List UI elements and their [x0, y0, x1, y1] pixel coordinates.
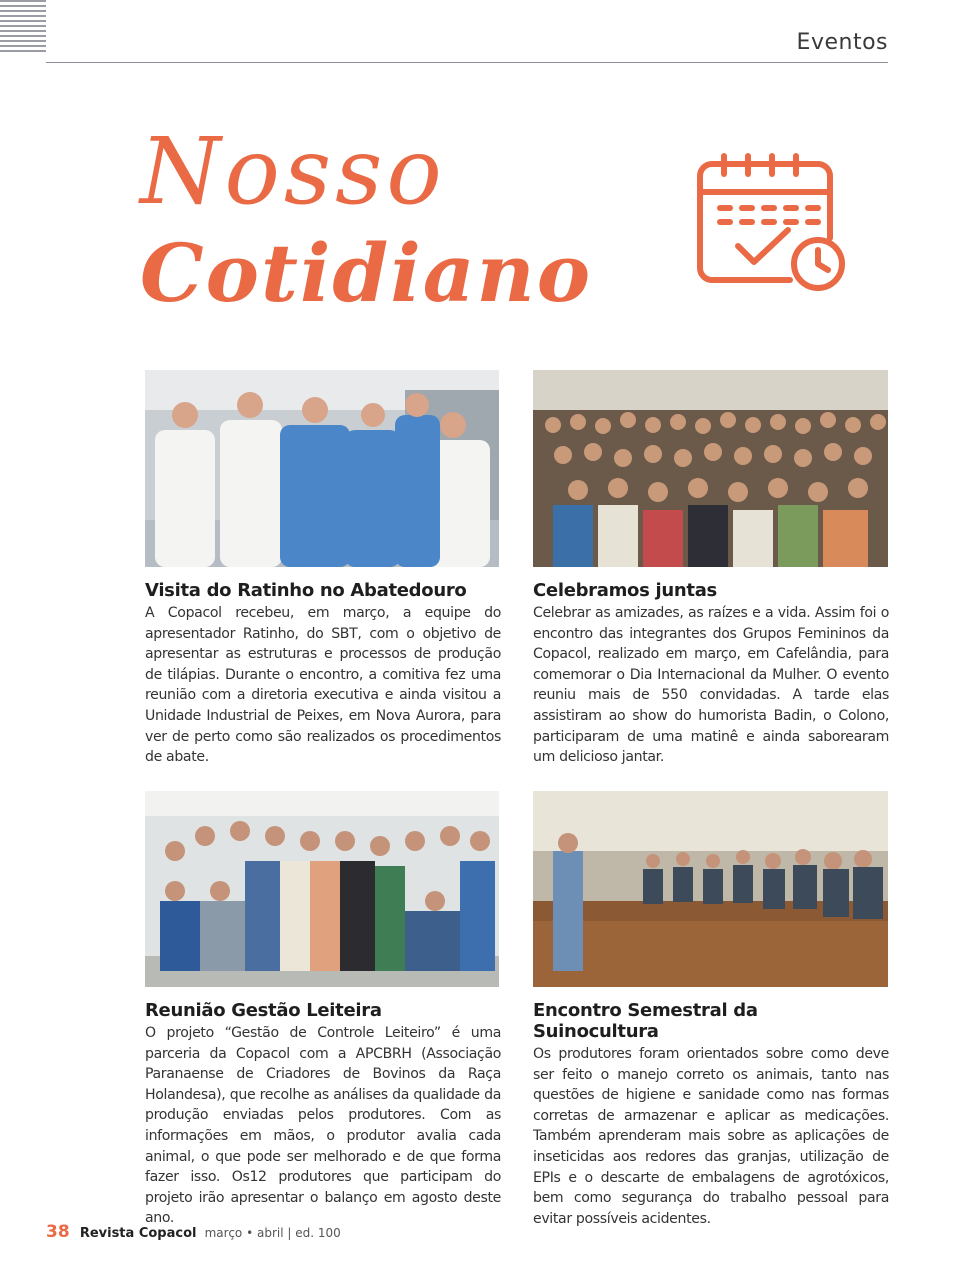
calendar-check-clock-icon — [690, 150, 850, 300]
article-body: Os produtores foram orientados sobre como deve ser feito o manejo correto os animais, tanto nas questões de higiene e sanidade como nas formas corretas de armazenar e aplicar as medicações. Também aprenderam mais sobre as aplicações de inseticidas aos redores das granjas, utilização de EPIs e o descarte de embalagens de agrotóxicos, bem como segurança do trabalho pessoal para evitar possíveis acidentes. — [533, 1046, 889, 1227]
photo-swine-meeting — [533, 791, 888, 987]
article-swine-meeting — [533, 1000, 889, 1229]
article-body: A Copacol recebeu, em março, a equipe do apresentador Ratinho, do SBT, com o objetivo de apresentar as estruturas e processos de produção de tilápias. Durante o encontro, a comitiva fez uma reunião com a diretoria executiva e ainda visitou a Unidade Industrial de Peixes, em Nova Aurora, para ver de perto como são realizados os procedimentos de abate. — [145, 605, 501, 766]
article-body: O projeto “Gestão de Controle Leiteiro” é uma parceria da Copacol com a APCBRH (Associação Paranaense de Criadores de Bovinos da Raça Holandesa), que recolhe as análises da qualidade da produção enviadas pelos produtores. Com as informações em mãos, o produtor avalia cada animal, o que pode ser melhorado e de que forma fazer isso. Os12 produtores que participam do projeto irão apresentar o balanço em agosto deste ano. — [145, 1025, 501, 1227]
article-title: Visita do Ratinho no Abatedouro — [145, 580, 467, 601]
magazine-name: Revista Copacol — [79, 1226, 197, 1241]
page-number: 38 — [46, 1222, 70, 1242]
article-factory-visit — [145, 580, 501, 768]
header-rule — [46, 62, 888, 63]
article-women-celebration — [533, 580, 889, 768]
page-title-line-1: Nosso — [140, 118, 446, 225]
article-body: Celebrar as amizades, as raízes e a vida. Assim foi o encontro das integrantes dos Grupos Femininos da Copacol, realizado em março, em Cafelândia, para comemorar o Dia Internacional da Mulher. O evento reuniu mais de 550 convidadas. A tarde elas assistiram ao show do humorista Badin, o Colono, participaram de uma matinê e ainda saborearam um delicioso jantar. — [533, 605, 889, 766]
issue-info: março • abril | ed. 100 — [204, 1226, 341, 1240]
photo-women-celebration — [533, 370, 888, 567]
page-footer — [46, 1222, 341, 1242]
section-label: Eventos — [796, 30, 888, 55]
article-dairy-meeting — [145, 1000, 501, 1229]
photo-dairy-meeting — [145, 791, 499, 987]
article-title: Reunião Gestão Leiteira — [145, 1000, 382, 1021]
page-title-line-2: Cotidiano — [140, 226, 593, 320]
photo-factory-visit — [145, 370, 499, 567]
article-title: Celebramos juntas — [533, 580, 717, 601]
corner-decoration — [0, 0, 46, 58]
article-title: Encontro Semestral da Suinocultura — [533, 1000, 758, 1042]
